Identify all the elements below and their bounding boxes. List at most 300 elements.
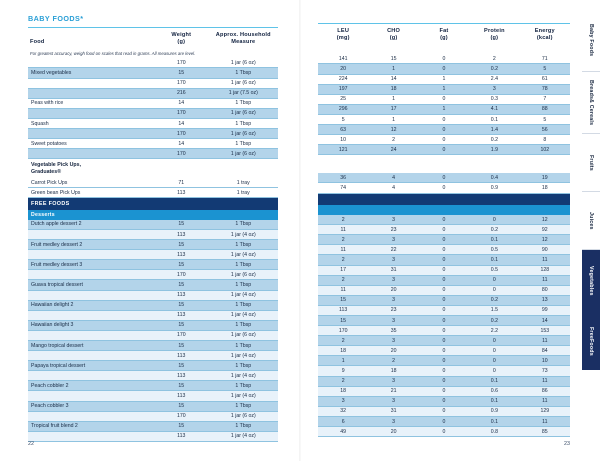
cell-fat: 0 xyxy=(419,125,469,135)
cell-leu: 2 xyxy=(318,376,368,386)
cell-measure: 1 jar (4 oz) xyxy=(209,371,278,381)
cell-fat: 1 xyxy=(419,84,469,94)
cell-cho: 18 xyxy=(368,366,418,376)
cell-fat: 1 xyxy=(419,74,469,84)
cell-weight: 71 xyxy=(154,178,209,188)
cell-energy: 13 xyxy=(520,295,570,305)
cell-energy: 11 xyxy=(520,376,570,386)
cell-protein: 2.4 xyxy=(469,74,519,84)
cell-weight: 170 xyxy=(154,108,209,118)
cell-cho: 22 xyxy=(368,245,418,255)
cell-weight: 216 xyxy=(154,88,209,98)
cell-energy: 153 xyxy=(520,326,570,336)
cell-leu: 2 xyxy=(318,235,368,245)
table-row xyxy=(28,68,278,78)
cell-fat: 0 xyxy=(419,173,469,183)
cell-energy: 5 xyxy=(520,64,570,74)
cell-fat: 0 xyxy=(419,376,469,386)
cell-cho: 12 xyxy=(368,125,418,135)
column-header-fat xyxy=(419,24,469,44)
cell-protein: 0.1 xyxy=(469,114,519,124)
cell-energy: 8 xyxy=(520,135,570,145)
column-header-leu xyxy=(318,24,368,44)
cell-measure: 1 Tbsp xyxy=(209,240,278,250)
table-row xyxy=(318,114,570,124)
sidebar-tab-breads-cereals[interactable] xyxy=(582,72,600,134)
cell-measure: 1 jar (6 oz) xyxy=(209,78,278,88)
table-row xyxy=(28,421,278,431)
section-tab-strip xyxy=(582,10,600,370)
cell-energy: 11 xyxy=(520,255,570,265)
cell-weight: 15 xyxy=(154,280,209,290)
subsection-band-desserts xyxy=(28,210,278,220)
cell-food: Sweet potatoes xyxy=(28,139,154,149)
band-label: Desserts xyxy=(28,210,278,220)
cell-weight: 113 xyxy=(154,431,209,441)
cell-measure: 1 jar (6 oz) xyxy=(209,149,278,159)
cell-protein: 0.1 xyxy=(469,255,519,265)
sidebar-tab-free-foods[interactable] xyxy=(582,312,600,370)
cell-fat: 0 xyxy=(419,366,469,376)
cell-leu: 11 xyxy=(318,245,368,255)
cell-fat: 0 xyxy=(419,145,469,155)
table-row xyxy=(28,58,278,68)
cell-food xyxy=(28,250,154,260)
cell-food: Dutch apple dessert 2 xyxy=(28,220,154,230)
table-row xyxy=(28,139,278,149)
table-row xyxy=(318,74,570,84)
cell-energy: 18 xyxy=(520,183,570,193)
cell-cho: 20 xyxy=(368,346,418,356)
cell-leu: 2 xyxy=(318,275,368,285)
table-row xyxy=(28,280,278,290)
cell-energy: 14 xyxy=(520,316,570,326)
cell-leu: 296 xyxy=(318,104,368,114)
table-row xyxy=(28,240,278,250)
group-heading-line2: Graduates® xyxy=(31,168,62,175)
table-row xyxy=(318,84,570,94)
cell-weight: 170 xyxy=(154,270,209,280)
cell-measure: 1 jar (6 oz) xyxy=(209,58,278,68)
table-row xyxy=(318,255,570,265)
cell-fat: 0 xyxy=(419,245,469,255)
cell-cho: 15 xyxy=(368,54,418,64)
table-row xyxy=(318,225,570,235)
nutrient-spacer-row xyxy=(318,44,570,54)
cell-food xyxy=(28,129,154,139)
band-label: FREE FOODS xyxy=(28,198,278,210)
measurement-note-row xyxy=(28,48,278,58)
column-header-measure-l2: Measure xyxy=(231,38,256,45)
band-label xyxy=(318,205,570,215)
cell-leu: 25 xyxy=(318,94,368,104)
cell-leu: 2 xyxy=(318,215,368,225)
cell-protein: 0 xyxy=(469,285,519,295)
cell-cho: 1 xyxy=(368,94,418,104)
cell-cho: 14 xyxy=(368,74,418,84)
cell-cho: 20 xyxy=(368,427,418,437)
table-row xyxy=(318,245,570,255)
cell-fat: 0 xyxy=(419,416,469,426)
table-row xyxy=(28,300,278,310)
column-header-fat-name: Fat xyxy=(439,28,449,35)
cell-fat: 0 xyxy=(419,255,469,265)
table-row xyxy=(318,125,570,135)
cell-food: Tropical fruit blend 2 xyxy=(28,421,154,431)
cell-fat: 0 xyxy=(419,316,469,326)
cell-fat: 1 xyxy=(419,104,469,114)
column-header-measure-l1: Approx. Household xyxy=(215,32,271,39)
cell-measure: 1 Tbsp xyxy=(209,361,278,371)
column-header-protein-unit: (g) xyxy=(490,34,499,41)
cell-cho: 2 xyxy=(368,356,418,366)
table-row xyxy=(28,78,278,88)
cell-energy: 102 xyxy=(520,145,570,155)
table-row xyxy=(318,235,570,245)
cell-food: Fruit medley dessert 2 xyxy=(28,240,154,250)
column-header-protein-name: Protein xyxy=(484,28,505,35)
cell-protein: 0 xyxy=(469,336,519,346)
table-row xyxy=(318,54,570,64)
table-row xyxy=(318,275,570,285)
column-header-cho-name: CHO xyxy=(387,28,401,35)
cell-measure: 1 Tbsp xyxy=(209,341,278,351)
cell-protein: 0.2 xyxy=(469,64,519,74)
cell-food xyxy=(28,78,154,88)
sidebar-tab-label: Vegetables xyxy=(588,266,594,296)
table-row xyxy=(318,346,570,356)
column-header-measure xyxy=(209,28,278,48)
column-header-weight-l1: Weight xyxy=(171,32,192,39)
cell-food xyxy=(28,431,154,441)
table-row xyxy=(318,416,570,426)
cell-measure: 1 jar (6 oz) xyxy=(209,330,278,340)
cell-weight: 15 xyxy=(154,240,209,250)
measurement-note: For greatest accuracy, weigh food on scales that read in grams. All measures are level. xyxy=(30,50,196,56)
cell-cho: 23 xyxy=(368,305,418,315)
table-row xyxy=(28,411,278,421)
table-row xyxy=(318,104,570,114)
cell-weight: 170 xyxy=(154,330,209,340)
cell-leu: 5 xyxy=(318,114,368,124)
cell-cho: 3 xyxy=(368,235,418,245)
cell-measure: 1 Tbsp xyxy=(209,68,278,78)
cell-leu: 113 xyxy=(318,305,368,315)
cell-cho: 3 xyxy=(368,295,418,305)
page-number-right: 23 xyxy=(564,441,570,447)
cell-measure: 1 jar (6 oz) xyxy=(209,129,278,139)
cell-protein: 0.1 xyxy=(469,416,519,426)
cell-measure: 1 jar (4 oz) xyxy=(209,391,278,401)
cell-fat: 0 xyxy=(419,215,469,225)
cell-cho: 20 xyxy=(368,285,418,295)
cell-fat: 0 xyxy=(419,356,469,366)
cell-leu: 121 xyxy=(318,145,368,155)
cell-fat: 0 xyxy=(419,114,469,124)
cell-energy: 5 xyxy=(520,114,570,124)
cell-weight: 14 xyxy=(154,139,209,149)
column-header-protein xyxy=(469,24,519,44)
sidebar-tab-label: Free xyxy=(588,326,594,339)
cell-weight: 15 xyxy=(154,260,209,270)
cell-cho: 3 xyxy=(368,376,418,386)
cell-food: Peach cobbler 3 xyxy=(28,401,154,411)
cell-measure: 1 Tbsp xyxy=(209,300,278,310)
cell-protein: 0.9 xyxy=(469,406,519,416)
table-row xyxy=(28,431,278,441)
baby-foods-table-body xyxy=(28,48,278,441)
cell-weight: 170 xyxy=(154,58,209,68)
table-row xyxy=(28,371,278,381)
cell-fat: 0 xyxy=(419,183,469,193)
cell-cho: 31 xyxy=(368,265,418,275)
sidebar-tab-label: Juices xyxy=(588,211,594,230)
cell-protein: 0.1 xyxy=(469,235,519,245)
cell-energy: 19 xyxy=(520,173,570,183)
cell-food: Papaya tropical dessert xyxy=(28,361,154,371)
cell-measure: 1 tray xyxy=(209,178,278,188)
table-row xyxy=(318,145,570,155)
cell-protein: 0 xyxy=(469,356,519,366)
cell-measure: 1 Tbsp xyxy=(209,139,278,149)
cell-cho: 3 xyxy=(368,396,418,406)
table-row xyxy=(318,94,570,104)
cell-cho: 21 xyxy=(368,386,418,396)
table-row xyxy=(28,188,278,198)
cell-fat: 0 xyxy=(419,427,469,437)
cell-food: Mixed vegetables xyxy=(28,68,154,78)
sidebar-tab-fruits[interactable] xyxy=(582,134,600,192)
cell-cho: 24 xyxy=(368,145,418,155)
cell-weight: 170 xyxy=(154,411,209,421)
table-row xyxy=(318,265,570,275)
cell-weight: 15 xyxy=(154,341,209,351)
cell-measure: 1 Tbsp xyxy=(209,118,278,128)
cell-cho: 2 xyxy=(368,135,418,145)
cell-weight: 113 xyxy=(154,250,209,260)
cell-energy: 10 xyxy=(520,356,570,366)
table-header-row xyxy=(28,28,278,48)
cell-cho: 4 xyxy=(368,173,418,183)
subsection-band-desserts xyxy=(318,205,570,215)
sidebar-tab-juices[interactable] xyxy=(582,192,600,250)
cell-food: Carrot Pick Ups xyxy=(28,178,154,188)
column-header-cho-unit: (g) xyxy=(389,34,398,41)
table-row xyxy=(28,320,278,330)
table-row xyxy=(318,326,570,336)
cell-cho: 17 xyxy=(368,104,418,114)
cell-leu: 141 xyxy=(318,54,368,64)
column-header-leu-name: LEU xyxy=(337,28,350,35)
cell-food xyxy=(28,290,154,300)
cell-leu: 36 xyxy=(318,173,368,183)
cell-cho: 3 xyxy=(368,336,418,346)
column-header-leu-unit: (mg) xyxy=(336,34,350,41)
cell-leu: 17 xyxy=(318,265,368,275)
cell-fat: 0 xyxy=(419,305,469,315)
cell-weight: 15 xyxy=(154,68,209,78)
cell-cho: 31 xyxy=(368,406,418,416)
cell-energy: 84 xyxy=(520,346,570,356)
nutrient-header-row xyxy=(318,24,570,44)
cell-protein: 0.2 xyxy=(469,225,519,235)
column-header-fat-unit: (g) xyxy=(440,34,448,41)
cell-fat: 0 xyxy=(419,406,469,416)
cell-protein: 0.3 xyxy=(469,94,519,104)
cell-measure: 1 Tbsp xyxy=(209,280,278,290)
cell-food: Mango tropical dessert xyxy=(28,341,154,351)
cell-measure: 1 tray xyxy=(209,188,278,198)
cell-fat: 0 xyxy=(419,225,469,235)
cell-weight: 14 xyxy=(154,98,209,108)
table-row xyxy=(28,310,278,320)
column-header-weight-l2: (g) xyxy=(177,38,186,45)
column-header-weight xyxy=(154,28,209,48)
cell-energy: 56 xyxy=(520,125,570,135)
cell-measure: 1 jar (4 oz) xyxy=(209,351,278,361)
table-row xyxy=(318,316,570,326)
cell-food xyxy=(28,330,154,340)
cell-cho: 3 xyxy=(368,416,418,426)
nutrient-table-body xyxy=(318,44,570,436)
cell-fat: 0 xyxy=(419,235,469,245)
page-title: BABY FOODS* xyxy=(28,14,84,23)
table-row xyxy=(318,336,570,346)
table-row xyxy=(28,108,278,118)
table-row xyxy=(318,386,570,396)
cell-weight: 15 xyxy=(154,300,209,310)
cell-measure: 1 Tbsp xyxy=(209,320,278,330)
cell-protein: 0.9 xyxy=(469,183,519,193)
group-heading xyxy=(28,159,278,178)
cell-weight: 15 xyxy=(154,361,209,371)
cell-energy: 86 xyxy=(520,386,570,396)
sidebar-tab-label: Baby Foods xyxy=(588,24,594,57)
cell-leu: 11 xyxy=(318,285,368,295)
cell-leu: 1 xyxy=(318,356,368,366)
cell-food xyxy=(28,58,154,68)
cell-weight: 14 xyxy=(154,118,209,128)
cell-energy: 73 xyxy=(520,366,570,376)
cell-protein: 0.5 xyxy=(469,265,519,275)
cell-protein: 1.9 xyxy=(469,145,519,155)
page-number-left: 22 xyxy=(28,441,34,447)
cell-leu: 2 xyxy=(318,336,368,346)
cell-food xyxy=(28,88,154,98)
table-row xyxy=(28,220,278,230)
cell-leu: 3 xyxy=(318,396,368,406)
table-row xyxy=(318,406,570,416)
column-header-energy-unit: (kcal) xyxy=(536,34,553,41)
cell-energy: 11 xyxy=(520,416,570,426)
table-row xyxy=(28,149,278,159)
cell-weight: 15 xyxy=(154,421,209,431)
cell-fat: 0 xyxy=(419,135,469,145)
cell-cho: 4 xyxy=(368,183,418,193)
table-row xyxy=(318,285,570,295)
cell-weight: 15 xyxy=(154,220,209,230)
cell-food xyxy=(28,229,154,239)
table-row xyxy=(318,356,570,366)
cell-measure: 1 jar (4 oz) xyxy=(209,431,278,441)
cell-measure: 1 jar (6 oz) xyxy=(209,108,278,118)
cell-food xyxy=(28,351,154,361)
cell-food: Hawaiian delight 3 xyxy=(28,320,154,330)
cell-weight: 170 xyxy=(154,129,209,139)
cell-leu: 18 xyxy=(318,386,368,396)
cell-fat: 0 xyxy=(419,396,469,406)
band-label xyxy=(318,193,570,205)
cell-fat: 0 xyxy=(419,326,469,336)
cell-weight: 15 xyxy=(154,320,209,330)
cell-energy: 11 xyxy=(520,396,570,406)
table-row xyxy=(318,376,570,386)
cell-leu: 6 xyxy=(318,416,368,426)
sidebar-tab-baby-foods[interactable] xyxy=(582,10,600,72)
cell-food xyxy=(28,149,154,159)
cell-protein: 0.8 xyxy=(469,427,519,437)
cell-protein: 0.5 xyxy=(469,245,519,255)
table-row xyxy=(28,391,278,401)
cell-protein: 0 xyxy=(469,366,519,376)
cell-fat: 0 xyxy=(419,275,469,285)
table-row xyxy=(318,183,570,193)
section-band-free-foods xyxy=(318,193,570,205)
cell-measure: 1 jar (7.5 oz) xyxy=(209,88,278,98)
table-row xyxy=(318,135,570,145)
cell-weight: 113 xyxy=(154,188,209,198)
cell-measure: 1 jar (4 oz) xyxy=(209,229,278,239)
group-heading-row xyxy=(28,159,278,178)
nutrient-spacer-cell xyxy=(318,44,570,54)
cell-cho: 3 xyxy=(368,255,418,265)
cell-leu: 9 xyxy=(318,366,368,376)
cell-energy: 88 xyxy=(520,104,570,114)
table-row xyxy=(28,229,278,239)
cell-protein: 0.6 xyxy=(469,386,519,396)
cell-leu: 49 xyxy=(318,427,368,437)
cell-measure: 1 Tbsp xyxy=(209,220,278,230)
cell-food: Peas with rice xyxy=(28,98,154,108)
cell-energy: 80 xyxy=(520,285,570,295)
table-row xyxy=(28,178,278,188)
table-row xyxy=(28,270,278,280)
cell-food xyxy=(28,108,154,118)
cell-protein: 0.2 xyxy=(469,295,519,305)
cell-weight: 15 xyxy=(154,381,209,391)
cell-energy: 11 xyxy=(520,336,570,346)
cell-food xyxy=(28,411,154,421)
cell-protein: 1.5 xyxy=(469,305,519,315)
table-row xyxy=(28,129,278,139)
cell-energy: 85 xyxy=(520,427,570,437)
cell-leu: 197 xyxy=(318,84,368,94)
cell-leu: 74 xyxy=(318,183,368,193)
cell-cho: 35 xyxy=(368,326,418,336)
column-header-cho xyxy=(368,24,418,44)
cell-food xyxy=(28,310,154,320)
sidebar-tab-vegetables[interactable] xyxy=(582,250,600,312)
column-header-energy-name: Energy xyxy=(534,28,555,35)
cell-weight: 113 xyxy=(154,229,209,239)
cell-energy: 12 xyxy=(520,215,570,225)
cell-food xyxy=(28,270,154,280)
baby-foods-table xyxy=(28,28,278,442)
cell-protein: 2 xyxy=(469,54,519,64)
cell-food xyxy=(28,371,154,381)
cell-cho: 23 xyxy=(368,225,418,235)
table-row xyxy=(318,215,570,225)
